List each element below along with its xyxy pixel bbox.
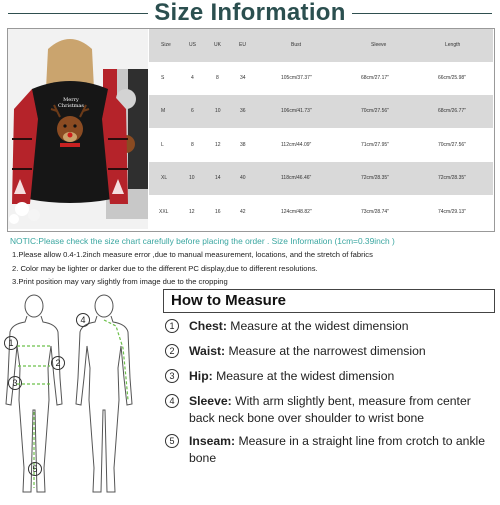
cell-eu: 36 (240, 108, 246, 114)
sweatshirt-illustration (8, 29, 148, 229)
measure-label: Hip: (189, 369, 213, 383)
figure-marker-2: 2 (51, 356, 65, 370)
measure-description: With arm slightly bent, measure from center back neck bone over shoulder to wrist bone (189, 394, 471, 425)
cell-size: S (161, 75, 165, 81)
product-image (8, 29, 148, 229)
cell-bust: 106cm/41.73" (281, 108, 312, 114)
size-table (149, 29, 493, 229)
measure-number-2: 2 (165, 344, 179, 358)
header-sleeve: Sleeve (371, 42, 387, 48)
table-row (149, 129, 493, 162)
header-eu: EU (239, 42, 246, 48)
cell-size: M (161, 108, 166, 114)
cell-size: XL (161, 175, 168, 181)
cell-length: 66cm/25.98" (438, 75, 466, 81)
cell-length: 74cm/29.13" (438, 209, 466, 215)
measure-description: Measure at the narrowest dimension (225, 344, 426, 358)
cell-uk: 14 (215, 175, 221, 181)
cell-eu: 38 (240, 142, 246, 148)
note-2: 2. Color may be lighter or darker due to the different PC display,due to different resolutions. (12, 264, 318, 273)
how-to-measure-header (163, 289, 495, 313)
cell-sleeve: 70cm/27.56" (361, 108, 389, 114)
figure-marker-4: 4 (76, 313, 90, 327)
header-bust: Bust (291, 42, 302, 48)
title-bar (0, 0, 500, 26)
cell-eu: 40 (240, 175, 246, 181)
measure-number-4: 4 (165, 394, 179, 408)
cell-sleeve: 68cm/27.17" (361, 75, 389, 81)
cell-us: 6 (191, 108, 194, 114)
cell-bust: 118cm/46.46" (281, 175, 312, 181)
cell-us: 4 (191, 75, 194, 81)
page-title: Size Information (154, 0, 346, 26)
cell-length: 68cm/26.77" (438, 108, 466, 114)
measure-label: Chest: (189, 319, 227, 333)
notice-text: NOTIC:Please check the size chart carefully before placing the order . Size Information (1cm=0.39inch ) (10, 236, 395, 246)
header-us: US (189, 42, 196, 48)
measure-description: Measure at the widest dimension (212, 369, 395, 383)
figure-marker-3: 3 (8, 376, 22, 390)
cell-us: 10 (189, 175, 195, 181)
measure-number-3: 3 (165, 369, 179, 383)
note-1: 1.Please allow 0.4-1.2inch measure error ,due to manual measurement, locations, and the stretch of fabrics (12, 250, 373, 259)
header-size: Size (161, 42, 171, 48)
header-uk: UK (214, 42, 221, 48)
figure-marker-1: 1 (4, 336, 18, 350)
cell-eu: 34 (240, 75, 246, 81)
cell-bust: 124cm/48.82" (281, 209, 312, 215)
measure-label: Sleeve: (189, 394, 232, 408)
cell-uk: 12 (215, 142, 221, 148)
cell-sleeve: 72cm/28.35" (361, 175, 389, 181)
cell-length: 70cm/27.56" (438, 142, 466, 148)
note-3: 3.Print position may vary slightly from image due to the cropping (12, 277, 228, 286)
table-row (149, 162, 493, 195)
cell-size: XXL (159, 209, 169, 215)
cell-sleeve: 71cm/27.95" (361, 142, 389, 148)
body-outline-illustration (0, 288, 150, 500)
print-text: Merry Christmas (58, 97, 84, 109)
cell-uk: 16 (215, 209, 221, 215)
cell-uk: 10 (215, 108, 221, 114)
header-length: Length (445, 42, 461, 48)
table-header-row (149, 29, 493, 62)
cell-us: 12 (189, 209, 195, 215)
measure-number-5: 5 (165, 434, 179, 448)
cell-size: L (161, 142, 164, 148)
cell-uk: 8 (216, 75, 219, 81)
cell-length: 72cm/28.35" (438, 175, 466, 181)
table-row (149, 95, 493, 128)
how-to-measure-title: How to Measure (171, 292, 287, 309)
measurement-figure (0, 288, 150, 500)
cell-eu: 42 (240, 209, 246, 215)
measure-description: Measure at the widest dimension (226, 319, 409, 333)
cell-sleeve: 73cm/28.74" (361, 209, 389, 215)
measure-label: Inseam: (189, 434, 236, 448)
cell-bust: 105cm/37.37" (281, 75, 312, 81)
measure-label: Waist: (189, 344, 226, 358)
measure-description: Measure in a straight line from crotch to ankle bone (189, 434, 486, 465)
figure-marker-5: 5 (28, 462, 42, 476)
cell-bust: 112cm/44.09" (281, 142, 312, 148)
measure-number-1: 1 (165, 319, 179, 333)
table-row (149, 62, 493, 95)
table-row (149, 196, 493, 229)
cell-us: 8 (191, 142, 194, 148)
